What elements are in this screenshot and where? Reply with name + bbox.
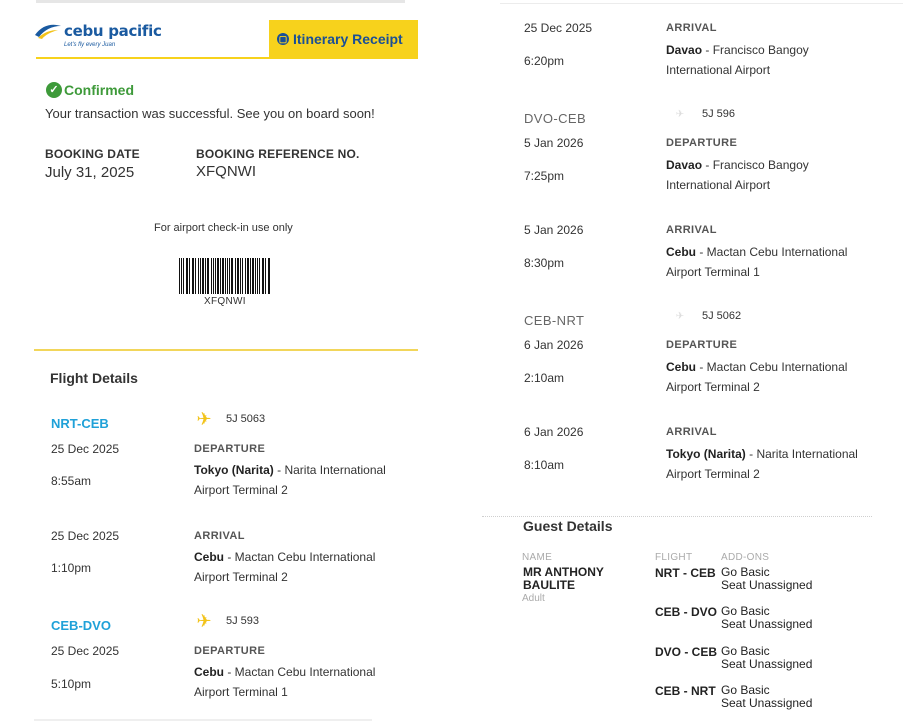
seat-status: Seat Unassigned [721, 696, 813, 710]
airport-city: Cebu [666, 360, 696, 374]
departure-date: 25 Dec 2025 [51, 442, 120, 456]
barcode-bar [268, 258, 270, 294]
guest-flight-route: DVO - CEB [655, 645, 718, 659]
arrival-label: ARRIVAL [194, 530, 245, 542]
guest-type: Adult [522, 593, 545, 604]
arrival-time: 8:10am [524, 458, 565, 472]
segment-route: CEB-NRT [524, 313, 585, 328]
header-underline [36, 57, 418, 59]
departure-label: DEPARTURE [666, 137, 738, 149]
confirmed-status [46, 82, 134, 98]
arrival-airport [194, 547, 404, 587]
arrival-label: ARRIVAL [666, 426, 717, 438]
barcode-bar [202, 258, 204, 294]
guest-addons [721, 605, 812, 631]
airport-city: Davao [666, 158, 703, 172]
bundle-name: Go Basic [721, 604, 770, 618]
arrival-date: 5 Jan 2026 [524, 223, 584, 237]
arrival-label: ARRIVAL [666, 22, 717, 34]
barcode-bar [195, 258, 196, 294]
segment-flight-number [670, 108, 735, 120]
booking-ref-label: BOOKING REFERENCE NO. [196, 147, 360, 161]
name-column-header: NAME [522, 552, 553, 563]
guest-first-name: MR ANTHONY [523, 565, 604, 579]
barcode-bar [179, 258, 180, 294]
barcode-bar [252, 258, 254, 294]
barcode-bar [213, 258, 214, 294]
arrival-time: 6:20pm [524, 54, 565, 68]
barcode [179, 258, 273, 294]
booking-ref-value: XFQNWI [196, 163, 256, 180]
departure-time: 8:55am [51, 474, 92, 488]
flight-column-header: FLIGHT [655, 552, 693, 563]
airport-name: - Francisco Bangoy International Airport [666, 158, 809, 192]
barcode-bar [247, 258, 249, 294]
barcode-bar [237, 258, 239, 294]
barcode-bar [200, 258, 201, 294]
barcode-bar [183, 258, 184, 294]
barcode-bar [198, 258, 199, 294]
flight-number: 5J 596 [702, 108, 736, 120]
arrival-date: 6 Jan 2026 [524, 425, 584, 439]
barcode-bar [181, 258, 182, 294]
barcode-bar [229, 258, 230, 294]
bundle-name: Go Basic [721, 644, 770, 658]
plane-icon: ✈ [675, 310, 685, 322]
guest-flight-route: CEB - DVO [655, 605, 718, 619]
barcode-bar [217, 258, 219, 294]
success-message: Your transaction was successful. See you on board soon! [45, 106, 375, 121]
barcode-bar [255, 258, 256, 294]
barcode-bar [235, 258, 236, 294]
barcode-bar [265, 258, 266, 294]
arrival-date: 25 Dec 2025 [51, 529, 120, 543]
bundle-name: Go Basic [721, 565, 770, 579]
barcode-bar [245, 258, 246, 294]
flight-number: 5J 5062 [702, 310, 742, 322]
flight-details-title: Flight Details [50, 370, 138, 386]
arrival-time: 8:30pm [524, 256, 565, 270]
airport-city: Cebu [666, 245, 696, 259]
departure-airport [666, 155, 876, 195]
plane-icon: ✈ [196, 611, 212, 631]
airport-city: Cebu [194, 665, 224, 679]
airport-name: - Mactan Cebu International Airport Terminal 2 [194, 550, 376, 584]
barcode-bar [220, 258, 221, 294]
booking-date-value: July 31, 2025 [45, 164, 135, 181]
airport-name: - Narita International Airport Terminal 2 [194, 463, 386, 497]
barcode-bar [240, 258, 241, 294]
airport-name: - Mactan Cebu International Airport Terminal 2 [666, 360, 848, 394]
airport-name: - Mactan Cebu International Airport Terminal 1 [666, 245, 848, 279]
barcode-bar [207, 258, 209, 294]
checkin-note: For airport check-in use only [154, 222, 293, 234]
segment-flight-number [194, 613, 259, 629]
departure-time: 7:25pm [524, 169, 565, 183]
arrival-date: 25 Dec 2025 [524, 21, 593, 35]
arrival-airport [666, 40, 876, 80]
barcode-bar [215, 258, 216, 294]
departure-label: DEPARTURE [194, 443, 266, 455]
departure-airport [194, 662, 404, 702]
flight-number: 5J 5063 [226, 413, 266, 425]
plane-icon: ✈ [675, 108, 685, 120]
brand-logo [34, 22, 162, 48]
seat-status: Seat Unassigned [721, 617, 813, 631]
airport-city: Cebu [194, 550, 224, 564]
section-divider [482, 516, 872, 517]
departure-airport [194, 460, 404, 500]
check-circle-icon: ✓ [46, 82, 62, 98]
barcode-bar [225, 258, 226, 294]
booking-date-label: BOOKING DATE [45, 147, 140, 161]
barcode-bar [250, 258, 251, 294]
segment-route: CEB-DVO [51, 618, 111, 633]
guest-flight-route: CEB - NRT [655, 684, 716, 698]
seat-status: Seat Unassigned [721, 578, 813, 592]
guest-addons [721, 684, 812, 710]
receipt-title [277, 31, 403, 47]
guest-addons [721, 566, 812, 592]
departure-date: 5 Jan 2026 [524, 136, 584, 150]
barcode-bar [211, 258, 212, 294]
airport-name: - Francisco Bangoy International Airport [666, 43, 809, 77]
departure-airport [666, 357, 876, 397]
airport-city: Davao [666, 43, 703, 57]
barcode-bar [262, 258, 264, 294]
departure-time: 5:10pm [51, 677, 92, 691]
guest-name [523, 566, 604, 592]
departure-date: 6 Jan 2026 [524, 338, 584, 352]
airport-city: Tokyo (Narita) [666, 447, 746, 461]
plane-icon: ✈ [196, 409, 212, 429]
arrival-label: ARRIVAL [666, 224, 717, 236]
receipt-icon: ▢ [278, 34, 288, 44]
barcode-text: XFQNWI [204, 296, 246, 307]
guest-flight-route: NRT - CEB [655, 566, 716, 580]
addons-column-header: ADD-ONS [721, 552, 770, 563]
departure-label: DEPARTURE [666, 339, 738, 351]
barcode-bar [222, 258, 224, 294]
guest-last-name: BAULITE [523, 578, 575, 592]
guest-details-title: Guest Details [523, 518, 613, 534]
airport-name: - Mactan Cebu International Airport Terminal 1 [194, 665, 376, 699]
barcode-bar [186, 258, 188, 294]
top-rule-right [500, 3, 903, 4]
airport-city: Tokyo (Narita) [194, 463, 274, 477]
top-rule [36, 0, 405, 3]
segment-route: DVO-CEB [524, 111, 587, 126]
barcode-bar [242, 258, 243, 294]
departure-time: 2:10am [524, 371, 565, 385]
receipt-title-text: Itinerary Receipt [293, 31, 403, 47]
barcode-bar [231, 258, 233, 294]
arrival-airport [666, 242, 876, 282]
barcode-bar [257, 258, 258, 294]
swoosh-icon [34, 23, 62, 41]
barcode-bar [189, 258, 190, 294]
segment-flight-number [670, 310, 741, 322]
bundle-name: Go Basic [721, 683, 770, 697]
confirmed-label: Confirmed [64, 82, 134, 98]
barcode-bar [192, 258, 194, 294]
airport-name: - Narita International Airport Terminal 2 [666, 447, 858, 481]
segment-route: NRT-CEB [51, 416, 109, 431]
arrival-time: 1:10pm [51, 561, 92, 575]
barcode-bar [259, 258, 260, 294]
page-bottom-rule [34, 719, 372, 721]
barcode-bar [205, 258, 206, 294]
departure-label: DEPARTURE [194, 645, 266, 657]
brand-tagline: Let's fly every Juan [64, 42, 116, 48]
arrival-airport [666, 444, 876, 484]
departure-date: 25 Dec 2025 [51, 644, 120, 658]
flight-number: 5J 593 [226, 615, 260, 627]
section-divider [34, 349, 418, 351]
guest-addons [721, 645, 812, 671]
barcode-bar [227, 258, 228, 294]
segment-flight-number [194, 411, 265, 427]
seat-status: Seat Unassigned [721, 657, 813, 671]
brand-name: cebu pacific [64, 22, 162, 40]
